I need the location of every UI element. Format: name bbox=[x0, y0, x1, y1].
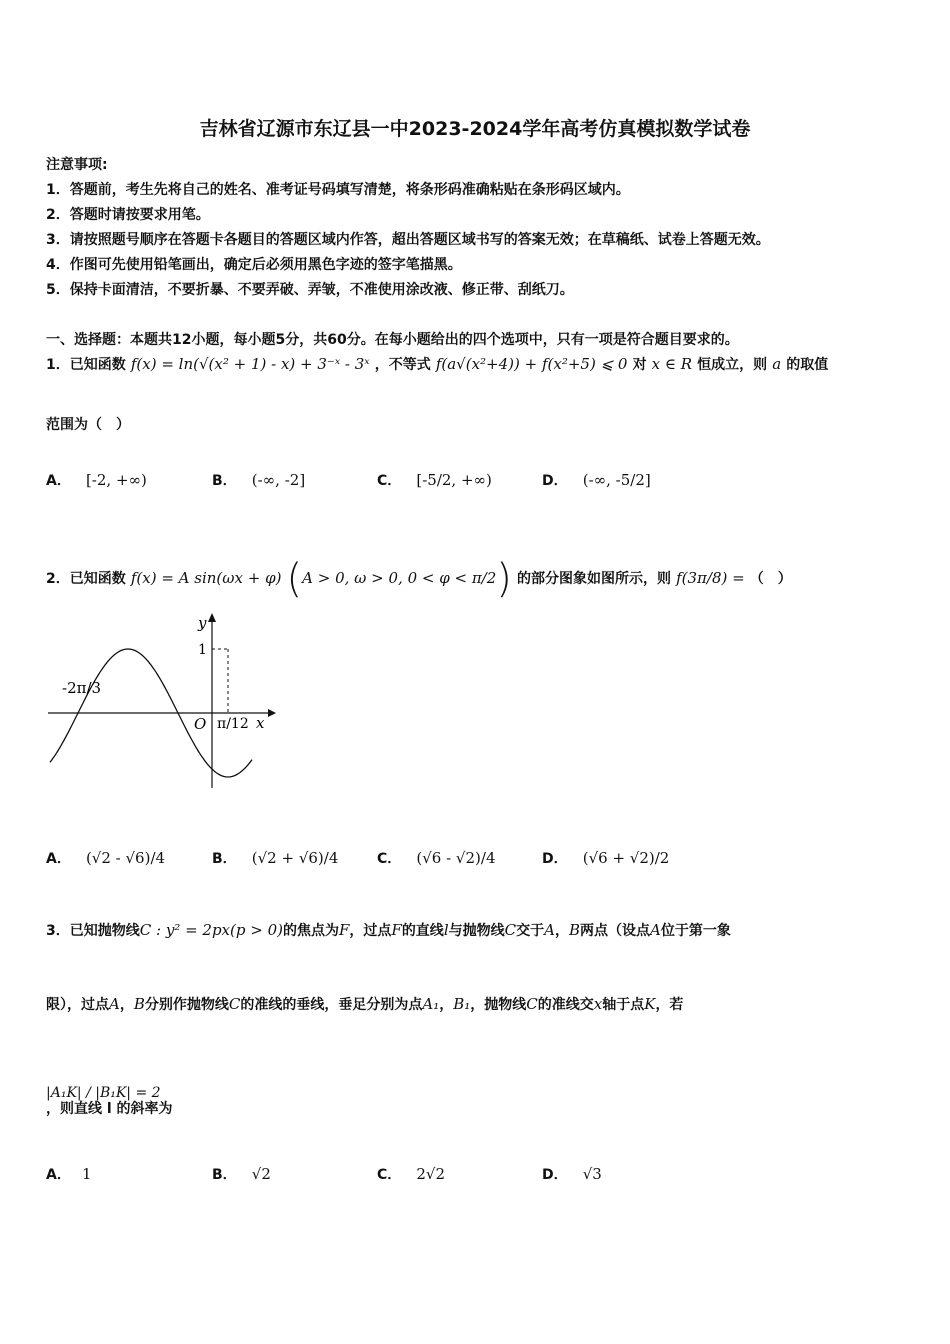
q3-point-f-2: F bbox=[391, 921, 402, 939]
q3-point-b: B bbox=[568, 921, 580, 939]
y-axis-arrow-icon bbox=[208, 613, 216, 622]
q3-option-b-text: √2 bbox=[251, 1165, 271, 1183]
q3-point-f: F bbox=[338, 921, 350, 939]
q3-line2-text-b: 分别作抛物线 bbox=[144, 997, 229, 1013]
q3-text-5: 交于 bbox=[516, 923, 545, 939]
q1-line-2: 范围为（ ） bbox=[46, 417, 130, 433]
q3-option-c bbox=[377, 1164, 445, 1184]
q3-number: 3．已知抛物线 bbox=[46, 923, 140, 939]
question-3-line-1 bbox=[46, 920, 731, 940]
q1-option-d-label: D． bbox=[542, 473, 568, 489]
q3-point-a-2: A bbox=[649, 921, 661, 939]
q1-option-b-label: B． bbox=[212, 473, 237, 489]
q3-line2-text-g: ，若 bbox=[655, 997, 684, 1013]
q3-text-7: 两点（设点 bbox=[579, 923, 650, 939]
q1-function: f(x) = ln(√(x² + 1) - x) + 3⁻ˣ - 3ˣ bbox=[130, 355, 370, 373]
question-2-line-1: 2．已知函数 f(x) = A sin(ωx + φ) (A > 0, ω > 0, 0 < φ < π/2) 的部分图象如图所示，则 f(3π/8) = （ ） bbox=[46, 556, 792, 602]
q1-option-c-label: C． bbox=[377, 473, 402, 489]
q1-mid-text: ，不等式 bbox=[374, 357, 431, 373]
q3-line2-curve-c-2: C bbox=[526, 995, 538, 1013]
q2-option-b-text: (√2 + √6)/4 bbox=[251, 849, 339, 867]
y-axis-label: y bbox=[198, 614, 207, 632]
q3-option-a bbox=[46, 1164, 91, 1184]
max-label: 1 bbox=[198, 642, 207, 658]
q3-option-d-label: D． bbox=[542, 1167, 568, 1183]
q3-text-1: 的焦点为 bbox=[282, 923, 339, 939]
q3-point-b1: B₁ bbox=[453, 995, 471, 1013]
q3-line2-text-d: ，抛物线 bbox=[470, 997, 527, 1013]
x-axis-label: x bbox=[256, 714, 265, 732]
q1-var-a: a bbox=[772, 355, 782, 373]
q2-ask: f(3π/8) = bbox=[676, 569, 745, 587]
q3-ratio: |A₁K| / |B₁K| = 2 bbox=[46, 1085, 161, 1101]
q3-option-b-label: B． bbox=[212, 1167, 237, 1183]
q2-option-d-text: (√6 + √2)/2 bbox=[582, 849, 670, 867]
q3-line-l: l bbox=[443, 921, 449, 939]
q3-text-4: 与抛物线 bbox=[448, 923, 505, 939]
q3-point-k: K bbox=[644, 995, 656, 1013]
q1-option-a bbox=[46, 470, 147, 490]
q1-tail-2: 的取值 bbox=[786, 357, 829, 373]
q1-number: 1．已知函数 bbox=[46, 357, 126, 373]
q1-inequality: f(a√(x²+4)) + f(x²+5) ⩽ 0 bbox=[435, 355, 628, 373]
q1-option-a-text: [-2, +∞) bbox=[85, 471, 147, 489]
q3-line2-text-f: 轴于点 bbox=[602, 997, 645, 1013]
q3-option-d-text: √3 bbox=[582, 1165, 602, 1183]
q3-text-3: 的直线 bbox=[401, 923, 444, 939]
q2-option-d-label: D． bbox=[542, 851, 568, 867]
notes-heading: 注意事项: bbox=[46, 157, 108, 173]
q2-option-c-text: (√6 - √2)/4 bbox=[416, 849, 496, 867]
q3-text-8: 位于第一象 bbox=[660, 923, 731, 939]
q2-option-d bbox=[542, 848, 669, 868]
peak-x-label: π/12 bbox=[217, 716, 249, 732]
q1-domain: x ∈ R bbox=[651, 355, 693, 373]
q2-option-b bbox=[212, 848, 338, 868]
q3-option-c-text: 2√2 bbox=[416, 1165, 446, 1183]
q2-option-b-label: B． bbox=[212, 851, 237, 867]
note-item-2: 2．答题时请按要求用笔。 bbox=[46, 207, 210, 223]
q2-paren: （ ） bbox=[749, 571, 792, 587]
q3-parabola: C : y² = 2px(p > 0) bbox=[139, 921, 283, 939]
note-item-3: 3．请按照题号顺序在答题卡各题目的答题区域内作答，超出答题区域书写的答案无效；在草稿纸、试卷上答题无效。 bbox=[46, 232, 770, 248]
q3-line2-point-a: A bbox=[109, 995, 120, 1013]
q3-text-6: ， bbox=[554, 923, 569, 939]
q3-option-a-label: A． bbox=[46, 1167, 71, 1183]
q3-line2-text-c: 的准线的垂线，垂足分别为点 bbox=[240, 997, 423, 1013]
q2-option-c-label: C． bbox=[377, 851, 402, 867]
q1-pre-domain: 对 bbox=[632, 357, 647, 373]
q3-text-2: ，过点 bbox=[349, 923, 392, 939]
q3-option-d bbox=[542, 1164, 602, 1184]
q3-x-axis-name: x bbox=[593, 995, 603, 1013]
q3-line2-point-b: B bbox=[133, 995, 145, 1013]
x-axis-arrow-icon bbox=[268, 709, 276, 717]
q1-tail: 恒成立，则 bbox=[697, 357, 768, 373]
section-heading: 一、选择题：本题共12小题，每小题5分，共60分。在每小题给出的四个选项中，只有一项是符合题目要求的。 bbox=[46, 332, 739, 348]
q1-option-b-text: (-∞, -2] bbox=[251, 471, 306, 489]
q1-option-d-text: (-∞, -5/2] bbox=[582, 471, 651, 489]
q1-option-a-label: A． bbox=[46, 473, 71, 489]
q2-option-a-label: A． bbox=[46, 851, 71, 867]
note-item-1: 1．答题前，考生先将自己的姓名、准考证号码填写清楚，将条形码准确粘贴在条形码区域内。 bbox=[46, 182, 630, 198]
q2-graph bbox=[40, 608, 280, 793]
q3-option-c-label: C． bbox=[377, 1167, 402, 1183]
q3-line2-curve-c: C bbox=[228, 995, 241, 1013]
q2-option-c bbox=[377, 848, 495, 868]
q3-line2-text-a: 限），过点 bbox=[46, 997, 109, 1013]
q1-option-c bbox=[377, 470, 492, 490]
q2-function: f(x) = A sin(ωx + φ) bbox=[130, 569, 282, 587]
q3-line2-text-e: 的准线交 bbox=[537, 997, 594, 1013]
note-item-5: 5．保持卡面清洁，不要折暴、不要弄破、弄皱，不准使用涂改液、修正带、刮纸刀。 bbox=[46, 282, 574, 298]
note-item-4: 4．作图可先使用铅笔画出，确定后必须用黑色字迹的签字笔描黑。 bbox=[46, 257, 462, 273]
q2-mid-text: 的部分图象如图所示，则 bbox=[517, 571, 671, 587]
q3-option-a-text: 1 bbox=[81, 1165, 92, 1183]
question-3-line-2: 限），过点A，B分别作抛物线C的准线的垂线，垂足分别为点A₁，B₁，抛物线C的准线交x轴于点K，若 bbox=[46, 995, 684, 1013]
q1-option-c-text: [-5/2, +∞) bbox=[416, 471, 492, 489]
q2-option-a bbox=[46, 848, 165, 868]
q2-condition: A > 0, ω > 0, 0 < φ < π/2 bbox=[302, 569, 497, 587]
left-root-label: -2π/3 bbox=[62, 679, 102, 697]
q1-option-b bbox=[212, 470, 305, 490]
q1-option-d bbox=[542, 470, 651, 490]
q3-line-3-text: ，则直线 l 的斜率为 bbox=[46, 1101, 173, 1117]
origin-label: O bbox=[194, 715, 207, 733]
q3-option-b bbox=[212, 1164, 271, 1184]
q3-curve-c: C bbox=[504, 921, 517, 939]
q2-number: 2．已知函数 bbox=[46, 571, 126, 587]
question-1-line-1 bbox=[46, 354, 828, 374]
q2-option-a-text: (√2 - √6)/4 bbox=[85, 849, 166, 867]
q3-point-a1: A₁ bbox=[422, 995, 440, 1013]
q3-point-a: A bbox=[544, 921, 555, 939]
page-title: 吉林省辽源市东辽县一中2023-2024学年高考仿真模拟数学试卷 bbox=[199, 118, 751, 140]
